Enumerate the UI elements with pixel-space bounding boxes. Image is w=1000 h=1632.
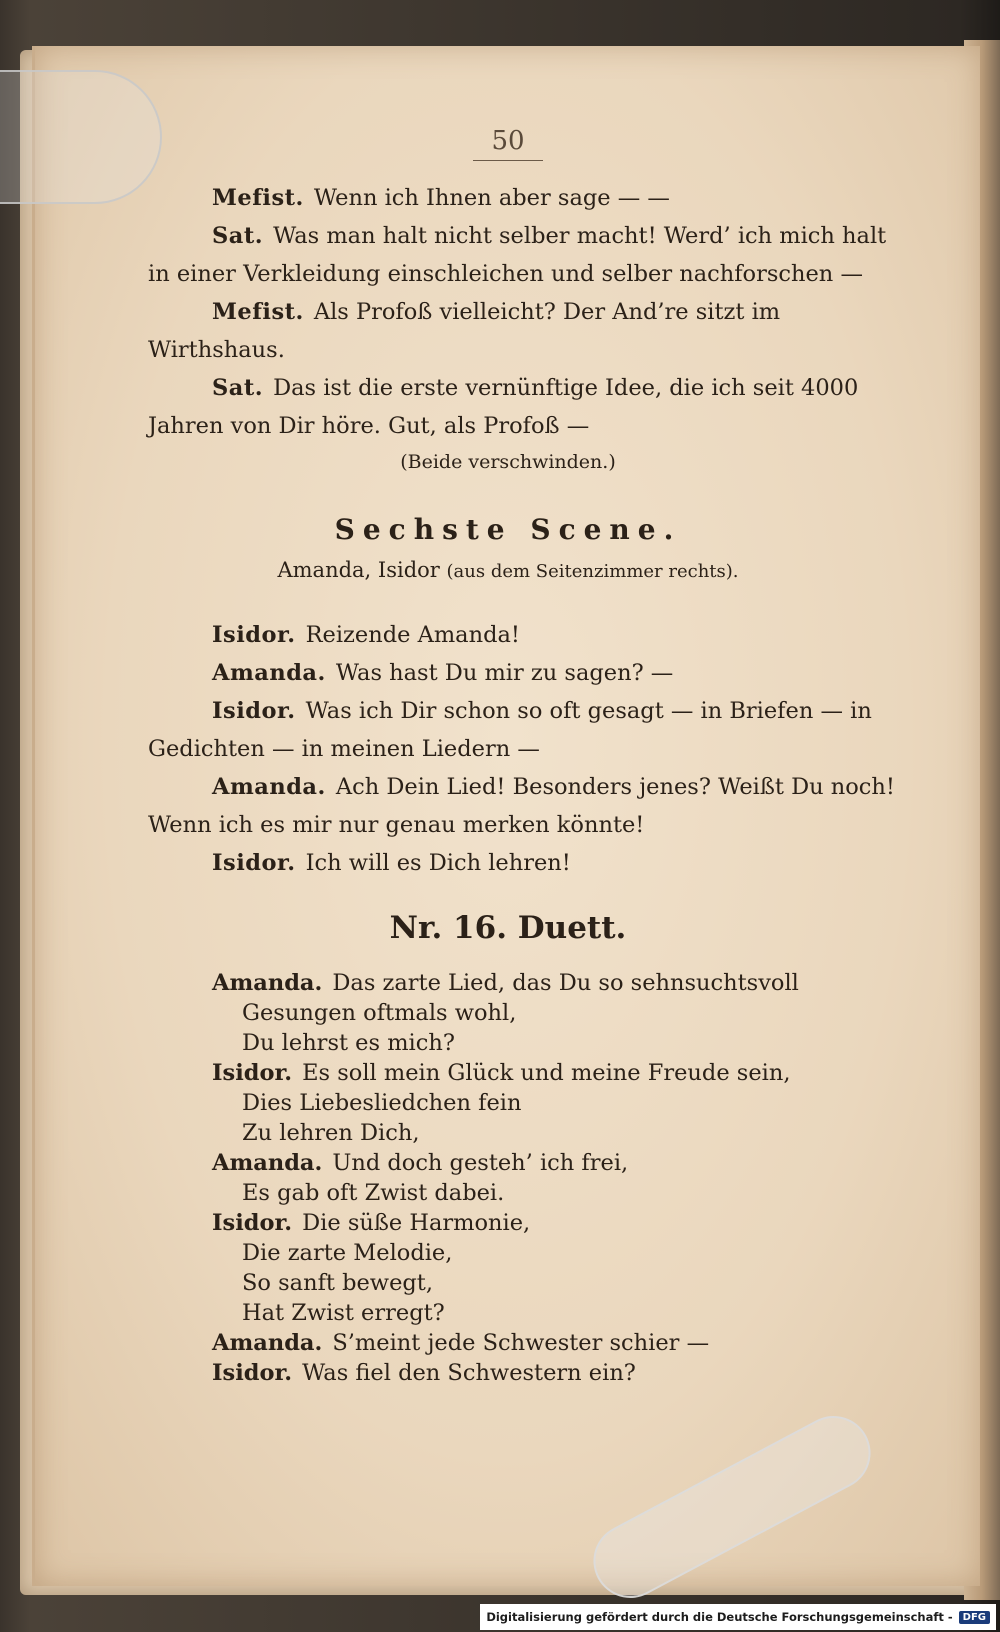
dialogue-text: Als Profoß vielleicht? Der And’re sitzt im Wirthshaus.: [148, 299, 781, 363]
song-text: Gesungen oftmals wohl,: [242, 1000, 517, 1026]
speaker-name: Mefist.: [212, 185, 304, 211]
dialogue-text: Ich will es Dich lehren!: [305, 850, 571, 876]
scene-title: Sechste Scene.: [334, 513, 682, 546]
song-line: [148, 998, 898, 1028]
song-line: [148, 1358, 898, 1388]
dialogue-line: [148, 369, 898, 445]
song-line: [148, 1208, 898, 1238]
song-line: [148, 1118, 898, 1148]
song-block: [148, 968, 898, 1388]
dialogue-block-top: [148, 179, 898, 445]
page-number-rule: [473, 160, 543, 161]
speaker-name: Amanda.: [212, 1150, 323, 1176]
song-text: Zu lehren Dich,: [242, 1120, 420, 1146]
scene-persons-note: (aus dem Seitenzimmer rechts).: [446, 561, 739, 582]
speaker-name: Mefist.: [212, 299, 304, 325]
footer-credit: [480, 1604, 996, 1630]
song-text: Hat Zwist erregt?: [242, 1300, 445, 1326]
dialogue-line: [148, 844, 898, 882]
footer-text: Digitalisierung gefördert durch die Deutsche Forschungsgemeinschaft -: [486, 1610, 953, 1624]
speaker-name: Amanda.: [212, 970, 323, 996]
speaker-name: Amanda.: [212, 1330, 323, 1356]
song-title: Nr. 16. Duett.: [389, 910, 627, 946]
song-text: Es gab oft Zwist dabei.: [242, 1180, 505, 1206]
dialogue-line: [148, 293, 898, 369]
speaker-name: Isidor.: [212, 1210, 293, 1236]
page-number-text: 50: [491, 126, 525, 156]
page-number: [148, 126, 868, 161]
song-line: [148, 1238, 898, 1268]
speaker-name: Amanda.: [212, 660, 326, 686]
scene-persons: [148, 558, 868, 582]
dialogue-line: [148, 692, 898, 768]
dialogue-line: [148, 217, 898, 293]
stage-direction: (Beide verschwinden.): [400, 451, 616, 473]
dialogue-text: Das ist die erste vernünftige Idee, die ich seit 4000 Jahren von Dir höre. Gut, als Profoß —: [148, 375, 859, 439]
page-content: [148, 126, 898, 1388]
dialogue-line: [148, 179, 898, 217]
song-line: [148, 1328, 898, 1358]
dialogue-line: [148, 768, 898, 844]
speaker-name: Isidor.: [212, 1360, 293, 1386]
song-line: [148, 1268, 898, 1298]
song-line: [148, 1178, 898, 1208]
song-text: So sanft bewegt,: [242, 1270, 433, 1296]
song-text: Was fiel den Schwestern ein?: [302, 1360, 636, 1386]
speaker-name: Sat.: [212, 223, 264, 249]
song-text: Es soll mein Glück und meine Freude sein,: [302, 1060, 791, 1086]
speaker-name: Isidor.: [212, 1060, 293, 1086]
dialogue-text: Ach Dein Lied! Besonders jenes? Weißt Du noch! Wenn ich es mir nur genau merken könnte!: [148, 774, 895, 838]
dialogue-text: Wenn ich Ihnen aber sage — —: [313, 185, 670, 211]
song-text: Dies Liebesliedchen fein: [242, 1090, 522, 1116]
dialogue-line: [148, 654, 898, 692]
song-text: S’meint jede Schwester schier —: [332, 1330, 710, 1356]
speaker-name: Isidor.: [212, 698, 296, 724]
song-line: [148, 1028, 898, 1058]
dialogue-text: Reizende Amanda!: [305, 622, 520, 648]
dialogue-text: Was ich Dir schon so oft gesagt — in Briefen — in Gedichten — in meinen Liedern —: [148, 698, 872, 762]
song-text: Und doch gesteh’ ich frei,: [332, 1150, 629, 1176]
song-line: [148, 1058, 898, 1088]
speaker-name: Isidor.: [212, 850, 296, 876]
song-text: Du lehrst es mich?: [242, 1030, 455, 1056]
speaker-name: Sat.: [212, 375, 264, 401]
dialogue-block-scene: [148, 616, 898, 882]
speaker-name: Isidor.: [212, 622, 296, 648]
speaker-name: Amanda.: [212, 774, 326, 800]
song-text: Das zarte Lied, das Du so sehnsuchtsvoll: [332, 970, 799, 996]
dialogue-text: Was hast Du mir zu sagen? —: [335, 660, 674, 686]
dfg-logo: DFG: [959, 1611, 990, 1624]
song-line: [148, 968, 898, 998]
song-text: Die zarte Melodie,: [242, 1240, 453, 1266]
dialogue-line: [148, 616, 898, 654]
song-line: [148, 1148, 898, 1178]
page-clip-top: [0, 70, 162, 204]
scene-persons-names: Amanda, Isidor: [277, 558, 440, 582]
song-line: [148, 1298, 898, 1328]
dialogue-text: Was man halt nicht selber macht! Werd’ ich mich halt in einer Verkleidung einschleichen und selber nachforschen —: [148, 223, 887, 287]
song-text: Die süße Harmonie,: [302, 1210, 531, 1236]
song-line: [148, 1088, 898, 1118]
